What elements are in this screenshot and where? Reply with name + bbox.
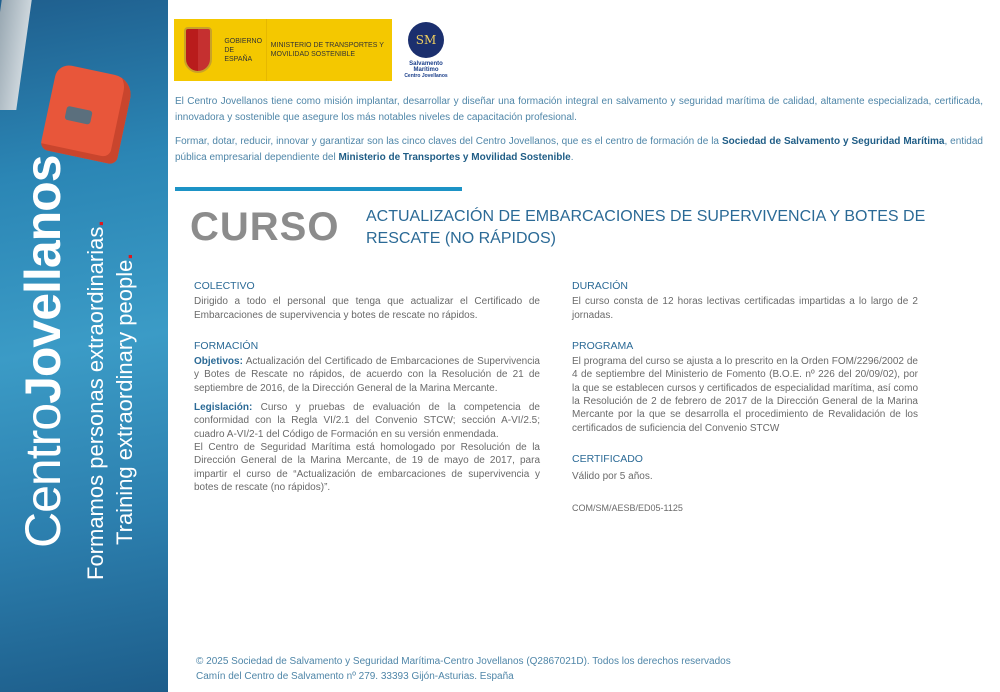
- legislacion-text: [194, 401, 540, 441]
- right-column: [572, 280, 918, 515]
- ministerio-text: MINISTERIO DE TRANSPORTES Y MOVILIDAD SOSTENIBLE: [270, 42, 384, 58]
- sidebar-banner: [0, 0, 168, 692]
- tagline-en-text: Training extraordinary people: [112, 259, 137, 545]
- intro-mission: El Centro Jovellanos tiene como misión implantar, desarrollar y diseñar una formación integral en salvamento y seguridad marítima de calidad, altamente especializada, certificada, innovadora y sostenible que asegure los más notables niveles de capacitación profesional.: [175, 96, 983, 123]
- footer: [196, 655, 731, 684]
- dock-image: [0, 0, 32, 110]
- certificado-heading: CERTIFICADO: [572, 452, 643, 465]
- coat-of-arms-icon: [184, 27, 212, 73]
- brand-light: Centro: [15, 403, 71, 548]
- salvamento-maritimo-logo: [396, 20, 456, 79]
- legislacion-label: Legislación:: [194, 402, 253, 414]
- gobierno-text: GOBIERNO DE ESPAÑA: [224, 37, 263, 63]
- sm-emblem-icon: SM: [408, 22, 444, 58]
- course-label: CURSO: [190, 205, 340, 249]
- duracion-text: El curso consta de 12 horas lectivas certificadas impartidas a lo largo de 2 jornadas.: [572, 296, 918, 321]
- intro-keys: [175, 134, 983, 165]
- tagline-es-text: Formamos personas extraordinarias: [83, 226, 108, 580]
- brand-wordmark: [14, 155, 72, 548]
- sasemar-name: Sociedad de Salvamento y Seguridad Marítima: [721, 136, 945, 147]
- certificado-text: Válido por 5 años.: [572, 471, 653, 483]
- intro-text: , entidad pública empresarial dependiente del: [175, 136, 983, 163]
- intro-text: Formar, dotar, reducir, innovar y garantizar son las cinco claves del Centro Jovellanos, que es el centro de formación de la: [175, 136, 722, 147]
- tagline-en: [112, 254, 138, 545]
- address-text: Camín del Centro de Salvamento nº 279. 33393 Gijón-Asturias. España: [196, 670, 514, 682]
- objetivos-label: Objetivos:: [194, 356, 243, 368]
- divider-line: [175, 187, 462, 191]
- intro-text: .: [570, 151, 574, 163]
- legislacion-body: Curso y pruebas de evaluación de la competencia de conformidad con la Regla VI/2.1 del Convenio STCW; sección A-VI/2.5; cuadro A-VI/2-1 del Código de Formación en su versión enmendada.: [194, 402, 540, 440]
- left-column: [194, 280, 540, 494]
- objetivos-body: Actualización del Certificado de Embarcaciones de Supervivencia y Botes de Rescate no rápidos, de acuerdo con la Resolución de 21 de septiembre de 2016, de la Dirección General de la Marina Mercante.: [194, 356, 540, 394]
- copyright-text: © 2025 Sociedad de Salvamento y Seguridad Marítima-Centro Jovellanos (Q2867021D). Todos los derechos reservados: [196, 656, 731, 667]
- gobierno-logo: [174, 19, 392, 81]
- colectivo-heading: COLECTIVO: [194, 280, 255, 292]
- rescue-boat-image: [40, 63, 135, 165]
- duracion-heading: DURACIÓN: [572, 280, 629, 292]
- logo-divider: [266, 19, 267, 81]
- sm-name: Salvamento Marítimo: [409, 61, 443, 73]
- course-code: COM/SM/AESB/ED05-1125: [572, 502, 683, 513]
- sm-sub: Centro Jovellanos: [404, 73, 448, 79]
- red-dot: .: [83, 220, 108, 227]
- boat-window: [64, 106, 92, 125]
- ministerio-name: Ministerio de Transportes y Movilidad Sostenible: [338, 151, 571, 163]
- colectivo-text: Dirigido a todo el personal que tenga que actualizar el Certificado de Embarcaciones de supervivencia y botes de rescate no rápidos.: [194, 296, 540, 321]
- red-dot: .: [112, 253, 137, 260]
- formacion-heading: FORMACIÓN: [194, 339, 259, 352]
- tagline-es: [83, 221, 109, 581]
- programa-text: El programa del curso se ajusta a lo prescrito en la Orden FOM/2296/2002 de 4 de septiembre del Ministerio de Fomento (B.O.E. nº 226 del 20/09/02), por la que se establecen cursos y certificados de especialidad marítima, así como la Resolución de 2 de febrero de 2017 de la Dirección General de la Marina Mercante por la que se desarrolla el procedimiento de Revalidación de los certificados de suficiencia del Convenio STCW: [572, 356, 918, 434]
- homologado-text: El Centro de Seguridad Marítima está homologado por Resolución de la Dirección General de la Marina Mercante, de 19 de mayo de 2017, para impartir el curso de “Actualización de embarcaciones de supervivencia y botes de rescate (no rápidos)”.: [194, 441, 540, 493]
- brand-bold: Jovellanos: [15, 155, 71, 404]
- programa-heading: PROGRAMA: [572, 339, 634, 352]
- course-title: ACTUALIZACIÓN DE EMBARCACIONES DE SUPERVIVENCIA Y BOTES DE RESCATE (NO RÁPIDOS): [366, 208, 926, 247]
- objetivos-text: [194, 355, 540, 395]
